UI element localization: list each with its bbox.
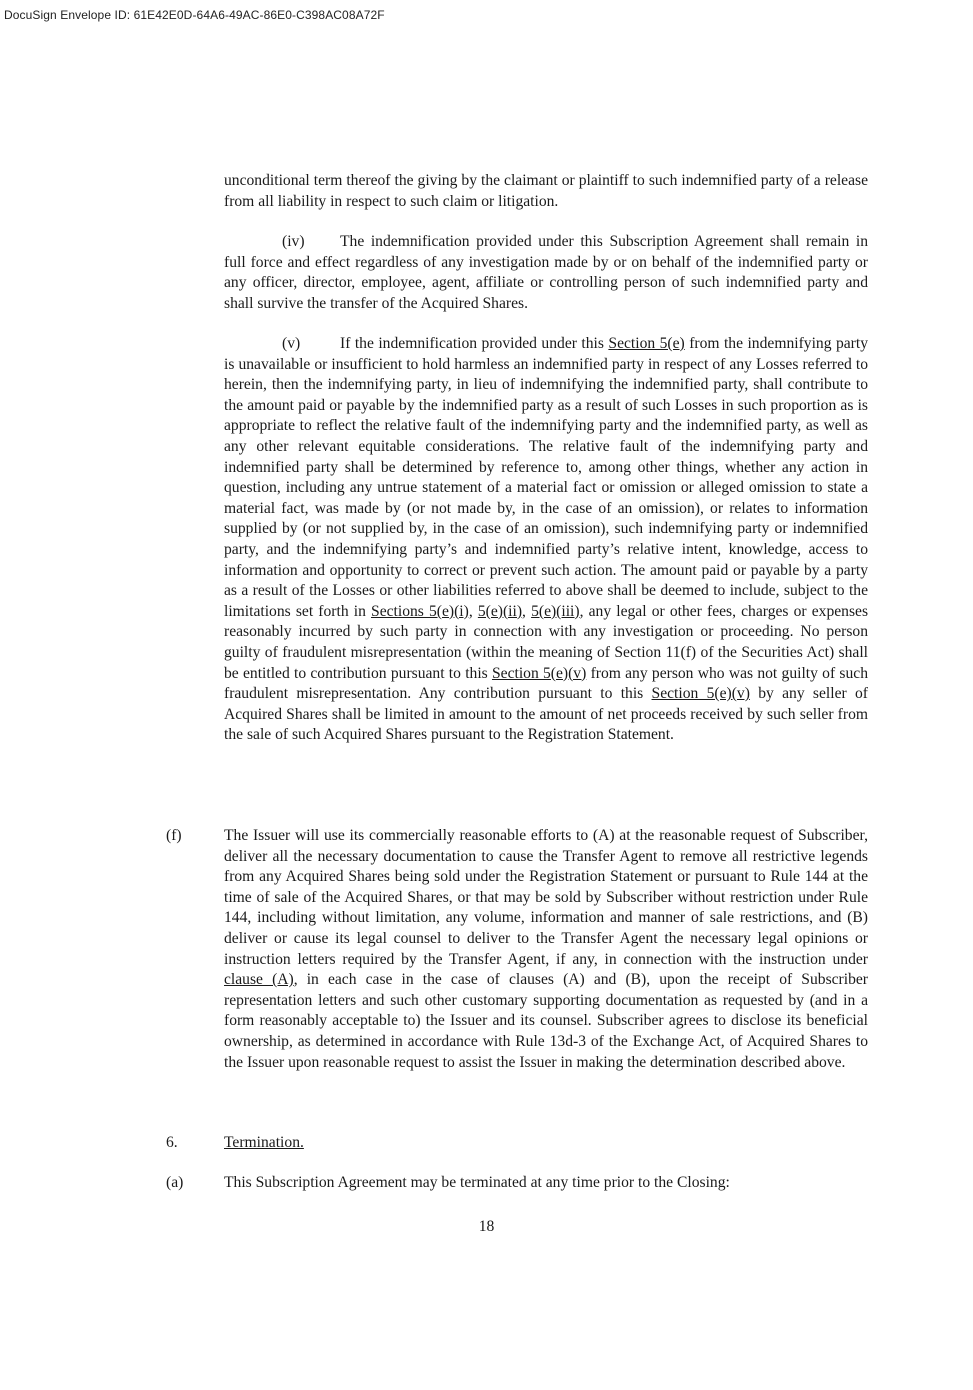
- clause-text-v-7: by any seller of Acquired Shares shall be limited in amount to the amount of net proceeds received by such seller from the sale of such Acquired Shares pursuant to the Registration Statement.: [224, 685, 868, 744]
- paragraph-iv: [224, 232, 868, 314]
- section-ref-5e: Section 5(e): [608, 335, 685, 352]
- clause-label-iv: (iv): [282, 233, 305, 250]
- section-ref-5eiii: 5(e)(iii): [531, 602, 580, 620]
- clause-text-v-6: from any person who was not guilty of such fraudulent misrepresentation. Any contribution pursuant to this: [224, 664, 868, 703]
- section-ref-5ev-second: Section 5(e)(v): [651, 685, 750, 703]
- section-number-6: 6.: [166, 1134, 178, 1151]
- section-heading-termination: [224, 1133, 868, 1154]
- page-number: 18: [478, 1218, 495, 1235]
- clause-text-f-1: The Issuer will use its commercially reasonable efforts to (A) at the reasonable request of Subscriber, deliver all the necessary documentation to cause the Transfer Agent to remove all restrictive legends from any Acquired Shares being sold under the Registration Statement or pursuant to Rule 144 at the time of sale of the Acquired Shares, or that may be sold by Subscriber without restriction under Rule 144, including without limitation, any volume, information and manner of sale restrictions, and (B) deliver or cause its legal counsel to deliver to the Transfer Agent the necessary legal opinions or instruction letters required by the Transfer Agent, if any, in connection with the instruction under: [224, 827, 868, 968]
- clause-text-v-2: from the indemnifying party is unavailable or insufficient to hold harmless an indemnified party in respect of any Losses referred to herein, then the indemnifying party, in lieu of indemnifying the indemnified party, shall contribute to the amount paid or payable by the indemnified party as a result of such Losses in such proportion as is appropriate to reflect the relative fault of the indemnifying party and the indemnified party, as well as any other relevant equitable considerations. The relative fault of the indemnifying party and indemnified party shall be determined by reference to, among other things, whether any action in question, including any untrue statement of a material fact or omission or alleged omission to state a material fact, was made by (or not made by, in the case of an omission), or relates to information supplied by (or not supplied by, in the case of an omission), such indemnifying party or indemnified party, and the indemnifying party’s and indemnified party’s relative intent, knowledge, access to information and opportunity to correct or prevent such action. The amount paid or payable by a party as a result of the Losses or other liabilities referred to above shall be deemed to include, subject to the limitations set forth in: [224, 335, 868, 620]
- docusign-envelope-id: DocuSign Envelope ID: 61E42E0D-64A6-49AC-86E0-C398AC08A72F: [4, 8, 385, 22]
- section-title-termination: Termination.: [224, 1134, 304, 1151]
- paragraph-v: [224, 334, 868, 746]
- clause-label-a: (a): [166, 1174, 184, 1191]
- paragraph-a: This Subscription Agreement may be terminated at any time prior to the Closing:: [224, 1174, 730, 1191]
- clause-ref-a: clause (A): [224, 971, 294, 989]
- clause-label-v: (v): [282, 335, 301, 352]
- clause-text-f-2: , in each case in the case of clauses (A) and (B), upon the receipt of Subscriber representation letters and such other customary supporting documentation as requested by (and in a form reasonably acceptable to) the Issuer and its counsel. Subscriber agrees to disclose its beneficial ownership, as determined in accordance with Rule 13d-3 of the Exchange Act, of Acquired Shares to the Issuer upon reasonable request to assist the Issuer in making the determination described above.: [224, 971, 868, 1071]
- clause-label-f: (f): [166, 827, 182, 844]
- clause-text-v-1: If the indemnification provided under this: [340, 335, 609, 352]
- section-ref-5ei: Sections 5(e)(i): [371, 602, 469, 620]
- paragraph-carryover: unconditional term thereof the giving by the claimant or plaintiff to such indemnified party of a release from all liability in respect to such claim or litigation.: [224, 172, 868, 210]
- paragraph-f: [224, 826, 868, 1073]
- clause-text-v-4: ,: [522, 602, 532, 620]
- clause-text-v-3: ,: [468, 602, 478, 620]
- clause-text-v-5: , any legal or other fees, charges or expenses reasonably incurred by such party in connection with any investigation or proceeding. No person guilty of fraudulent misrepresentation (within the meaning of Section 11(f) of the Securities Act) shall be entitled to contribution pursuant to this: [224, 602, 869, 682]
- section-ref-5ev-first: Section 5(e)(v): [491, 664, 587, 682]
- section-ref-5eii: 5(e)(ii): [477, 602, 523, 620]
- clause-text-iv: The indemnification provided under this Subscription Agreement shall remain in full force and effect regardless of any investigation made by or on behalf of the indemnified party or any officer, director, employee, agent, affiliate or controlling person of such indemnified party and shall survive the transfer of the Acquired Shares.: [224, 233, 868, 312]
